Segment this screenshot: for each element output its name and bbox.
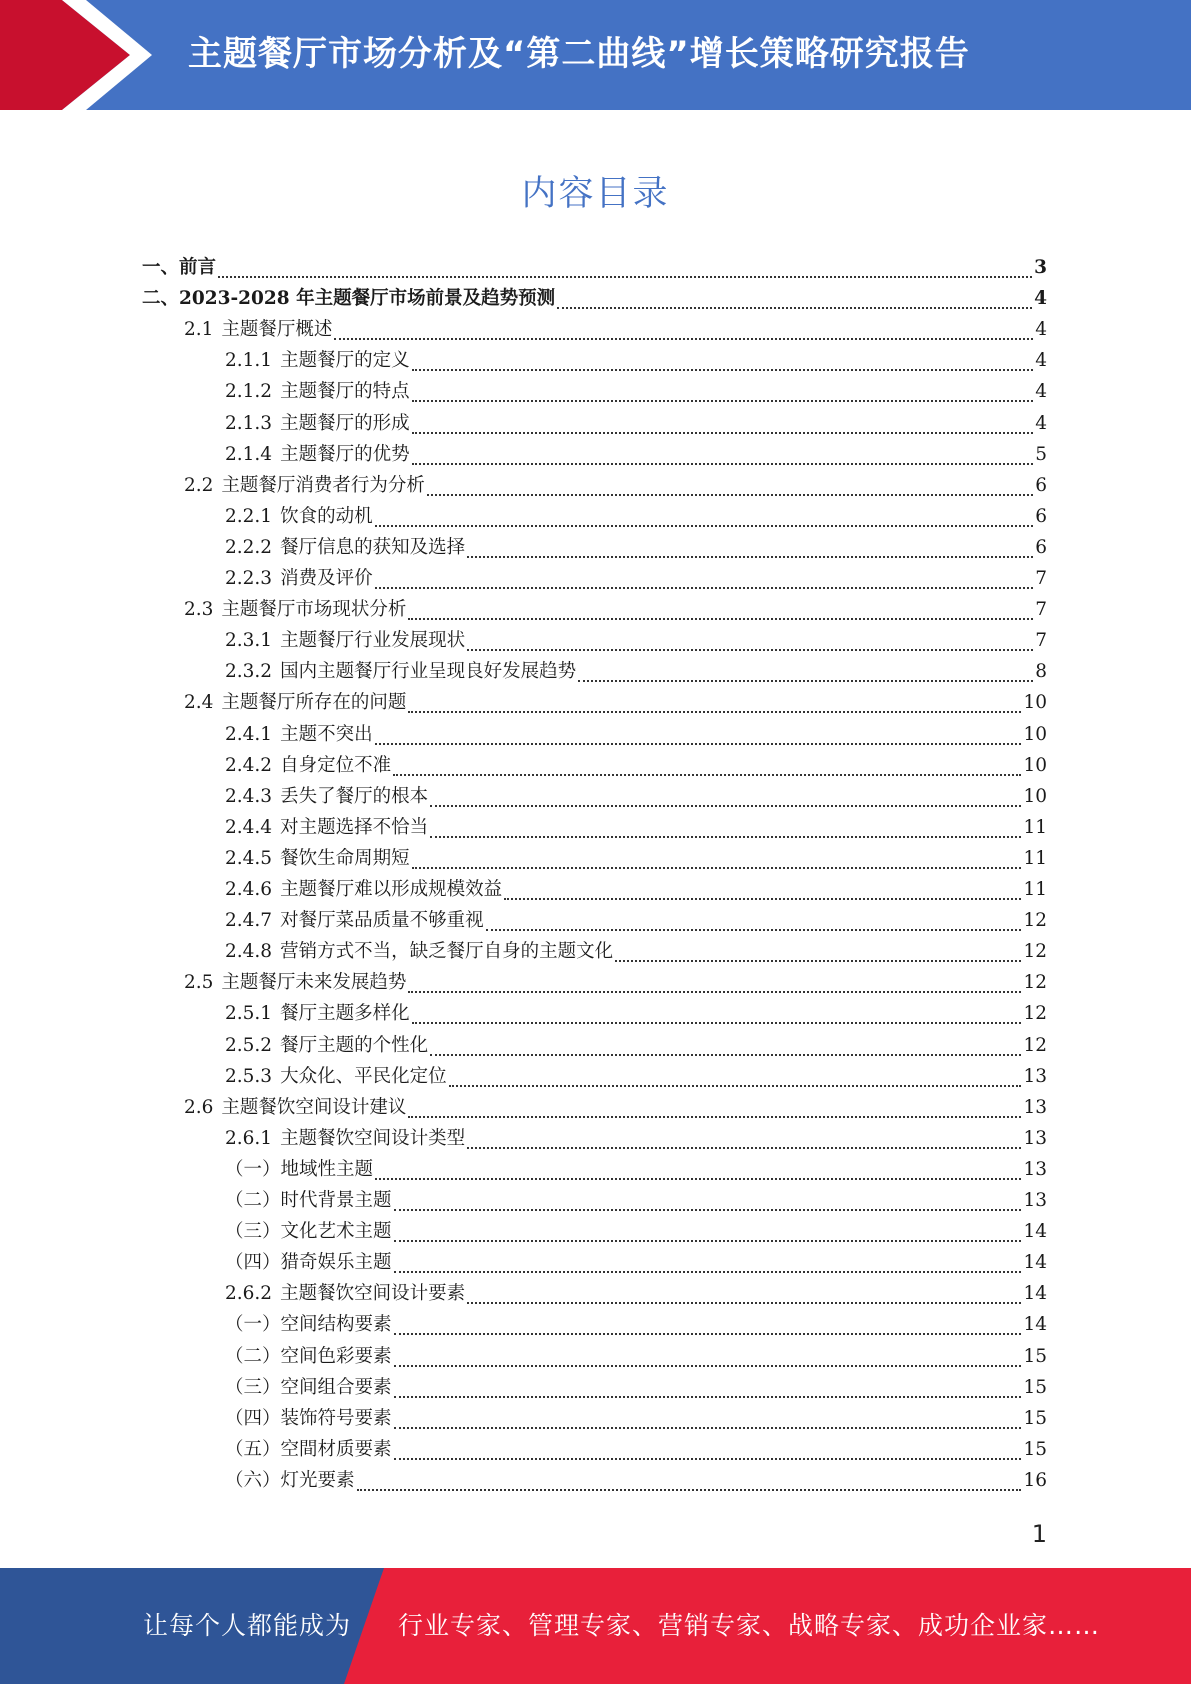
toc-entry-label [225,1217,392,1243]
toc-entry[interactable] [184,315,1047,346]
toc-entry-label [225,1373,392,1399]
toc-entry-label [225,1435,392,1461]
toc-dot-leader [408,1116,1021,1118]
toc-entry-text: 主题餐饮空间设计类型 [280,1127,466,1149]
toc-dot-leader [394,1396,1022,1398]
toc-entry-label [225,844,410,870]
toc-page-number: 4 [1034,288,1047,310]
toc-entry-text: 主题餐厅市场现状分析 [221,599,407,621]
toc-entry-text: 饮食的动机 [280,505,373,527]
toc-entry[interactable] [225,440,1047,471]
toc-entry-label [225,657,576,683]
toc-entry-text: 主题餐饮空间设计要素 [280,1283,466,1305]
toc-heading: 内容目录 [521,174,670,214]
toc-entry-number: 2.1.2 [225,381,273,403]
toc-entry[interactable] [225,782,1047,813]
toc-entry[interactable] [225,1186,1047,1217]
toc-dot-leader [449,1085,1022,1087]
toc-dot-leader [412,867,1022,869]
toc-entry-label [184,595,406,621]
toc-entry-number: 2.2.1 [225,505,273,527]
toc-entry-text: 主题餐厅的形成 [280,412,410,434]
toc-entry[interactable] [225,346,1047,377]
toc-dot-leader [408,711,1021,713]
toc-entry-number: 2.1.3 [225,412,273,434]
toc-page-number: 10 [1023,754,1047,776]
toc-entry[interactable] [225,1062,1047,1093]
toc-entry[interactable] [225,1310,1047,1341]
footer-banner [0,1568,1191,1684]
toc-entry-label [225,937,613,963]
toc-entry-number: 2.4.4 [225,816,273,838]
toc-entry[interactable] [184,968,1047,999]
toc-entry-label [225,409,410,435]
toc-entry[interactable] [225,1435,1047,1466]
toc-entry-text: （二）时代背景主题 [225,1190,392,1211]
toc-entry-text: （一）空间结构要素 [225,1314,392,1336]
toc-entry-text: 主题餐厅所存在的问题 [221,692,407,714]
toc-entry-text: 主题餐厅的优势 [280,443,410,465]
toc-page-number: 10 [1023,723,1047,745]
toc-entry-number: 2.1 [184,319,214,341]
toc-page-number: 14 [1023,1283,1047,1305]
toc-entry[interactable] [184,471,1047,502]
toc-page-number: 12 [1023,972,1047,994]
toc-page-number: 14 [1023,1221,1047,1243]
toc-dot-leader [375,525,1034,527]
toc-entry-text: 餐厅主题的个性化 [280,1034,429,1056]
page-number: 1 [1031,1520,1047,1548]
toc-entry[interactable] [184,688,1047,719]
report-title: 主题餐厅市场分析及“第二曲线”增长策略研究报告 [188,34,970,74]
toc-entry-label [184,1093,406,1119]
toc-dot-leader [357,1489,1022,1491]
toc-entry[interactable] [225,999,1047,1030]
toc-entry-label [225,626,465,652]
toc-entry[interactable] [225,720,1047,751]
toc-page-number: 7 [1035,568,1047,589]
toc-entry[interactable] [184,595,1047,626]
toc-entry-number: 2.1.1 [225,350,273,372]
toc-entry[interactable] [225,1031,1047,1062]
toc-entry-number: 2.5 [184,972,214,994]
toc-page-number: 13 [1023,1065,1047,1087]
toc-page-number: 14 [1023,1314,1047,1336]
toc-entry-text: （五）空間材质要素 [225,1438,392,1460]
toc-entry-text: 营销方式不当，缺乏餐厅自身的主题文化 [280,941,614,963]
toc-entry-text: 自身定位不准 [280,754,392,776]
toc-dot-leader [467,556,1033,558]
toc-entry-text: 主题餐厅的特点 [280,381,410,403]
toc-dot-leader [394,1365,1022,1367]
toc-entry[interactable] [225,906,1047,937]
toc-entry[interactable] [225,844,1047,875]
toc-page-number: 6 [1035,536,1047,558]
header-arrow-decoration [0,0,190,110]
toc-entry-label [225,1062,447,1088]
toc-entry[interactable] [184,1093,1047,1124]
toc-entry-label [225,1310,392,1336]
toc-page-number: 12 [1023,910,1047,932]
toc-entry-text: 主题餐厅难以形成规模效益 [280,879,503,900]
toc-entry-number: 2.3.1 [225,630,273,652]
toc-page-number: 6 [1035,505,1047,527]
toc-entry-number: 2.4.5 [225,847,273,869]
toc-entry[interactable] [225,657,1047,688]
toc-entry-label [225,1342,392,1368]
toc-dot-leader [375,743,1022,745]
toc-entry-text: 主题餐厅行业发展现状 [280,630,466,652]
toc-entry[interactable] [225,1342,1047,1373]
toc-entry-number: 2.2 [184,474,214,496]
toc-page-number: 11 [1023,816,1047,838]
toc-page-number: 10 [1023,692,1047,714]
toc-entry-label [225,751,391,777]
toc-entry-label [142,284,555,310]
toc-entry-text: 主题不突出 [280,723,373,745]
toc-page-number: 4 [1035,381,1047,403]
toc-entry-number: 2.2.3 [225,568,273,589]
toc-entry-text: 二、2023-2028 年主题餐厅市场前景及趋势预测 [142,288,556,310]
toc-entry-text: 主题餐厅消费者行为分析 [221,474,425,496]
toc-entry-number: 2.4.7 [225,910,273,932]
toc-entry-text: 对主题选择不恰当 [280,816,429,838]
toc-entry-text: 主题餐饮空间设计建议 [221,1096,407,1118]
toc-entry[interactable] [225,409,1047,440]
toc-entry-text: （四）猎奇娱乐主题 [225,1252,392,1274]
toc-entry[interactable] [225,502,1047,533]
toc-entry-label [225,1466,355,1492]
toc-entry[interactable] [225,937,1047,968]
toc-entry-label [225,782,428,808]
toc-entry-label [225,1186,392,1212]
toc-page-number: 3 [1034,257,1047,278]
toc-entry-number: 2.5.1 [225,1003,273,1025]
toc-entry-label [184,688,406,714]
toc-entry-text: 主题餐厅未来发展趋势 [221,972,407,994]
toc-page-number: 12 [1023,1034,1047,1056]
footer-slogan-left: 让每个人都能成为 [143,1611,352,1640]
toc-dot-leader [578,680,1033,682]
toc-dot-leader [393,774,1021,776]
toc-dot-leader [375,1178,1021,1180]
toc-page-number: 13 [1023,1127,1047,1149]
toc-entry-number: 2.3 [184,599,214,621]
toc-page-number: 16 [1023,1469,1047,1491]
toc-dot-leader [430,1054,1021,1056]
toc-page-number: 14 [1023,1252,1047,1274]
toc-dot-leader [408,618,1033,620]
toc-page-number: 12 [1023,1003,1047,1025]
toc-entry[interactable] [225,1279,1047,1310]
toc-entry-number: 2.4.3 [225,785,273,807]
toc-entry[interactable] [225,1155,1047,1186]
toc-entry[interactable] [225,1217,1047,1248]
toc-page-number: 4 [1035,350,1047,372]
toc-entry-label [225,999,410,1025]
toc-entry-text: 大众化、平民化定位 [280,1065,447,1087]
toc-page-number: 13 [1023,1158,1047,1180]
toc-page-number: 7 [1035,630,1047,652]
toc-page-number: 7 [1035,599,1047,621]
toc-entry-label [225,813,428,839]
toc-page-number: 6 [1035,474,1047,496]
toc-entry[interactable] [142,253,1047,284]
toc-entry[interactable] [142,284,1047,315]
toc-entry-label [225,1248,392,1274]
toc-page-number: 12 [1023,941,1047,963]
toc-entry-label [142,253,216,279]
toc-dot-leader [394,1240,1022,1242]
toc-entry-text: 餐厅主题多样化 [280,1003,410,1025]
toc-entry-label [225,720,373,746]
toc-page-number: 4 [1035,319,1047,341]
toc-dot-leader [412,432,1034,434]
toc-entry-number: 2.4 [184,692,214,714]
toc-entry-label [225,377,410,403]
toc-page-number: 15 [1023,1345,1047,1367]
toc-entry-text: 丢失了餐厅的根本 [280,785,429,807]
toc-dot-leader [467,649,1033,651]
toc-entry-label [225,1279,465,1305]
toc-dot-leader [467,1302,1021,1304]
toc-page-number: 13 [1023,1096,1047,1118]
toc-entry-label [184,968,406,994]
toc-entry-text: （二）空间色彩要素 [225,1345,392,1367]
footer-slogan-right: 行业专家、管理专家、营销专家、战略专家、成功企业家…… [398,1611,1101,1640]
toc-page-number: 10 [1023,785,1047,807]
toc-entry-label [225,1124,465,1150]
toc-page-number: 15 [1023,1438,1047,1460]
toc-dot-leader [467,1147,1021,1149]
toc-dot-leader [412,400,1034,402]
toc-page-number: 11 [1023,879,1047,900]
toc-entry-number: 2.4.6 [225,879,273,900]
toc-entry-text: 一、前言 [142,257,217,278]
toc-page-number: 11 [1023,847,1047,869]
toc-entry[interactable] [225,1373,1047,1404]
toc-entry-number: 2.3.2 [225,661,273,683]
toc-entry-text: 餐饮生命周期短 [280,847,410,869]
toc-entry-number: 2.2.2 [225,536,273,558]
toc-entry-text: 主题餐厅的定义 [280,350,410,372]
toc-dot-leader [412,1022,1022,1024]
toc-entry-text: 主题餐厅概述 [221,319,333,341]
toc-dot-leader [557,307,1032,309]
toc-entry-text: 消费及评价 [280,568,373,589]
toc-entry-number: 2.4.8 [225,941,273,963]
toc-dot-leader [615,960,1021,962]
toc-dot-leader [334,338,1033,340]
toc-page-number: 8 [1035,661,1047,683]
header-banner [0,0,1191,110]
toc-entry-label [225,1404,392,1430]
toc-entry[interactable] [225,813,1047,844]
toc-entry[interactable] [225,533,1047,564]
toc-entry-number: 2.6.2 [225,1283,273,1305]
toc-dot-leader [430,836,1021,838]
toc-entry-number: 2.4.2 [225,754,273,776]
toc-entry[interactable] [225,1124,1047,1155]
toc-page-number: 15 [1023,1407,1047,1429]
toc-entry-label [225,906,484,932]
toc-entry-text: （六）灯光要素 [225,1469,355,1491]
toc-entry-label [225,1155,373,1181]
toc-dot-leader [394,1209,1022,1211]
toc-entry-number: 2.4.1 [225,723,273,745]
toc-entry-text: （三）空间组合要素 [225,1376,392,1398]
toc-entry-label [184,315,332,341]
toc-dot-leader [486,929,1022,931]
toc-dot-leader [375,587,1034,589]
toc-entry-number: 2.6.1 [225,1127,273,1149]
toc-entry-text: 餐厅信息的获知及选择 [280,536,466,558]
toc-entry-number: 2.5.2 [225,1034,273,1056]
toc-entry-number: 2.1.4 [225,443,273,465]
toc-entry-label [225,564,373,590]
toc-page-number: 13 [1023,1190,1047,1211]
toc-entry-number: 2.5.3 [225,1065,273,1087]
toc-entry[interactable] [225,564,1047,595]
toc-dot-leader [394,1271,1022,1273]
toc-dot-leader [430,805,1021,807]
toc-entry-label [184,471,425,497]
toc-entry[interactable] [225,875,1047,906]
toc-dot-leader [394,1427,1022,1429]
toc-entry[interactable] [225,1404,1047,1435]
toc-page-number: 5 [1035,443,1047,465]
toc-entry-text: （三）文化艺术主题 [225,1221,392,1243]
toc-dot-leader [412,369,1034,371]
toc-dot-leader [427,494,1033,496]
toc-dot-leader [394,1458,1022,1460]
toc-entry[interactable] [225,377,1047,408]
toc-dot-leader [412,463,1034,465]
toc-entry-label [225,346,410,372]
toc-entry-number: 2.6 [184,1096,214,1118]
toc-entry[interactable] [225,751,1047,782]
toc-entry-text: （一）地域性主题 [225,1158,374,1180]
toc-entry-text: 国内主题餐厅行业呈现良好发展趋势 [280,661,577,683]
toc-entry[interactable] [225,626,1047,657]
toc-entry-label [225,502,373,528]
toc-entry-label [225,440,410,466]
toc-entry-label [225,533,465,559]
toc-entry-text: 对餐厅菜品质量不够重视 [280,910,484,932]
toc-dot-leader [408,991,1021,993]
toc-dot-leader [394,1333,1022,1335]
toc-dot-leader [504,898,1021,900]
toc-entry-label [225,875,502,901]
toc-page-number: 15 [1023,1376,1047,1398]
toc-entry[interactable] [225,1248,1047,1279]
toc-entry[interactable] [225,1466,1047,1497]
toc-page-number: 4 [1035,412,1047,434]
toc-dot-leader [218,276,1032,278]
toc-entry-text: （四）装饰符号要素 [225,1407,392,1429]
toc-entry-label [225,1031,428,1057]
